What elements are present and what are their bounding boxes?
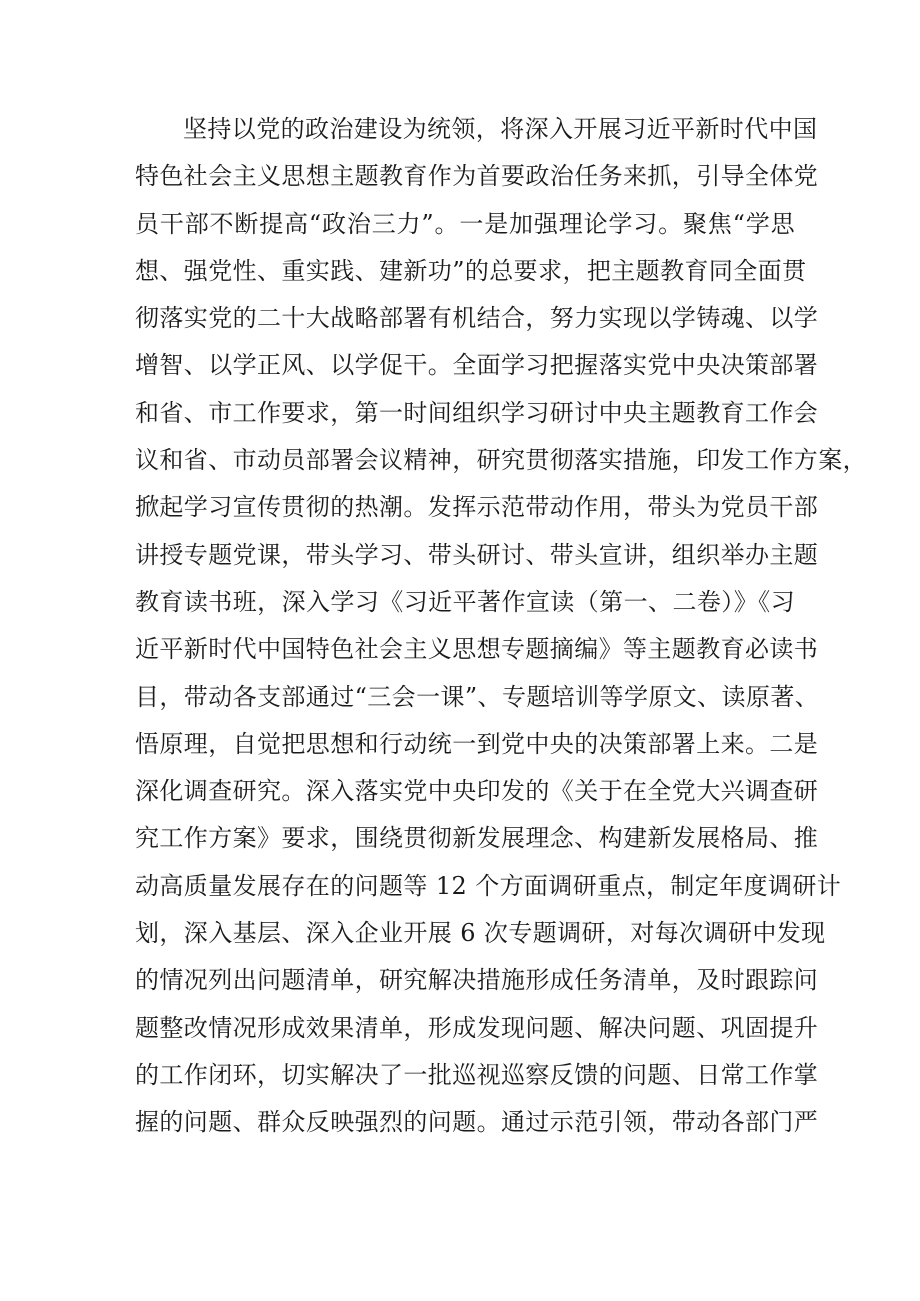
text-line: 划，深入基层、深入企业开展 6 次专题调研，对每次调研中发现 [135,919,826,948]
text-line: 悟原理，自觉把思想和行动统一到党中央的决策部署上来。二是 [135,729,819,758]
text-line: 目，带动各支部通过“三会一课”、专题培训等学原文、读原著、 [135,682,820,711]
text-line: 特色社会主义思想主题教育作为首要政治任务来抓，引导全体党 [135,162,819,191]
text-line: 讲授专题党课，带头学习、带头研讨、带头宣讲，组织举办主题 [135,540,819,569]
text-line: 的情况列出问题清单，研究解决措施形成任务清单，及时跟踪问 [135,966,819,995]
text-line: 和省、市工作要求，第一时间组织学习研讨中央主题教育工作会 [135,398,819,427]
text-line: 近平新时代中国特色社会主义思想专题摘编》等主题教育必读书 [135,635,819,664]
text-line: 教育读书班，深入学习《习近平著作宣读（第一、二卷）》《习 [135,587,795,616]
text-line: 议和省、市动员部署会议精神，研究贯彻落实措施，印发工作方案， [135,446,867,475]
text-line: 员干部不断提高“政治三力”。一是加强理论学习。聚焦“学思 [135,209,795,238]
text-line: 动高质量发展存在的问题等 12 个方面调研重点，制定年度调研计 [135,871,842,900]
text-line: 彻落实党的二十大战略部署有机结合，努力实现以学铸魂、以学 [135,304,819,333]
text-line: 掀起学习宣传贯彻的热潮。发挥示范带动作用，带头为党员干部 [135,493,819,522]
text-line: 的工作闭环，切实解决了一批巡视巡察反馈的问题、日常工作掌 [135,1060,819,1089]
text-line: 握的问题、群众反映强烈的问题。通过示范引领，带动各部门严 [135,1108,819,1137]
body-paragraph [135,106,867,1147]
text-line: 题整改情况形成效果清单，形成发现问题、解决问题、巩固提升 [135,1013,819,1042]
text-line: 增智、以学正风、以学促干。全面学习把握落实党中央决策部署 [135,351,819,380]
text-line: 坚持以党的政治建设为统领，将深入开展习近平新时代中国 [183,115,818,143]
text-line: 究工作方案》要求，围绕贯彻新发展理念、构建新发展格局、推 [135,824,819,853]
text-line: 想、强党性、重实践、建新功”的总要求，把主题教育同全面贯 [135,256,807,285]
text-line: 深化调查研究。深入落实党中央印发的《关于在全党大兴调查研 [135,777,819,806]
